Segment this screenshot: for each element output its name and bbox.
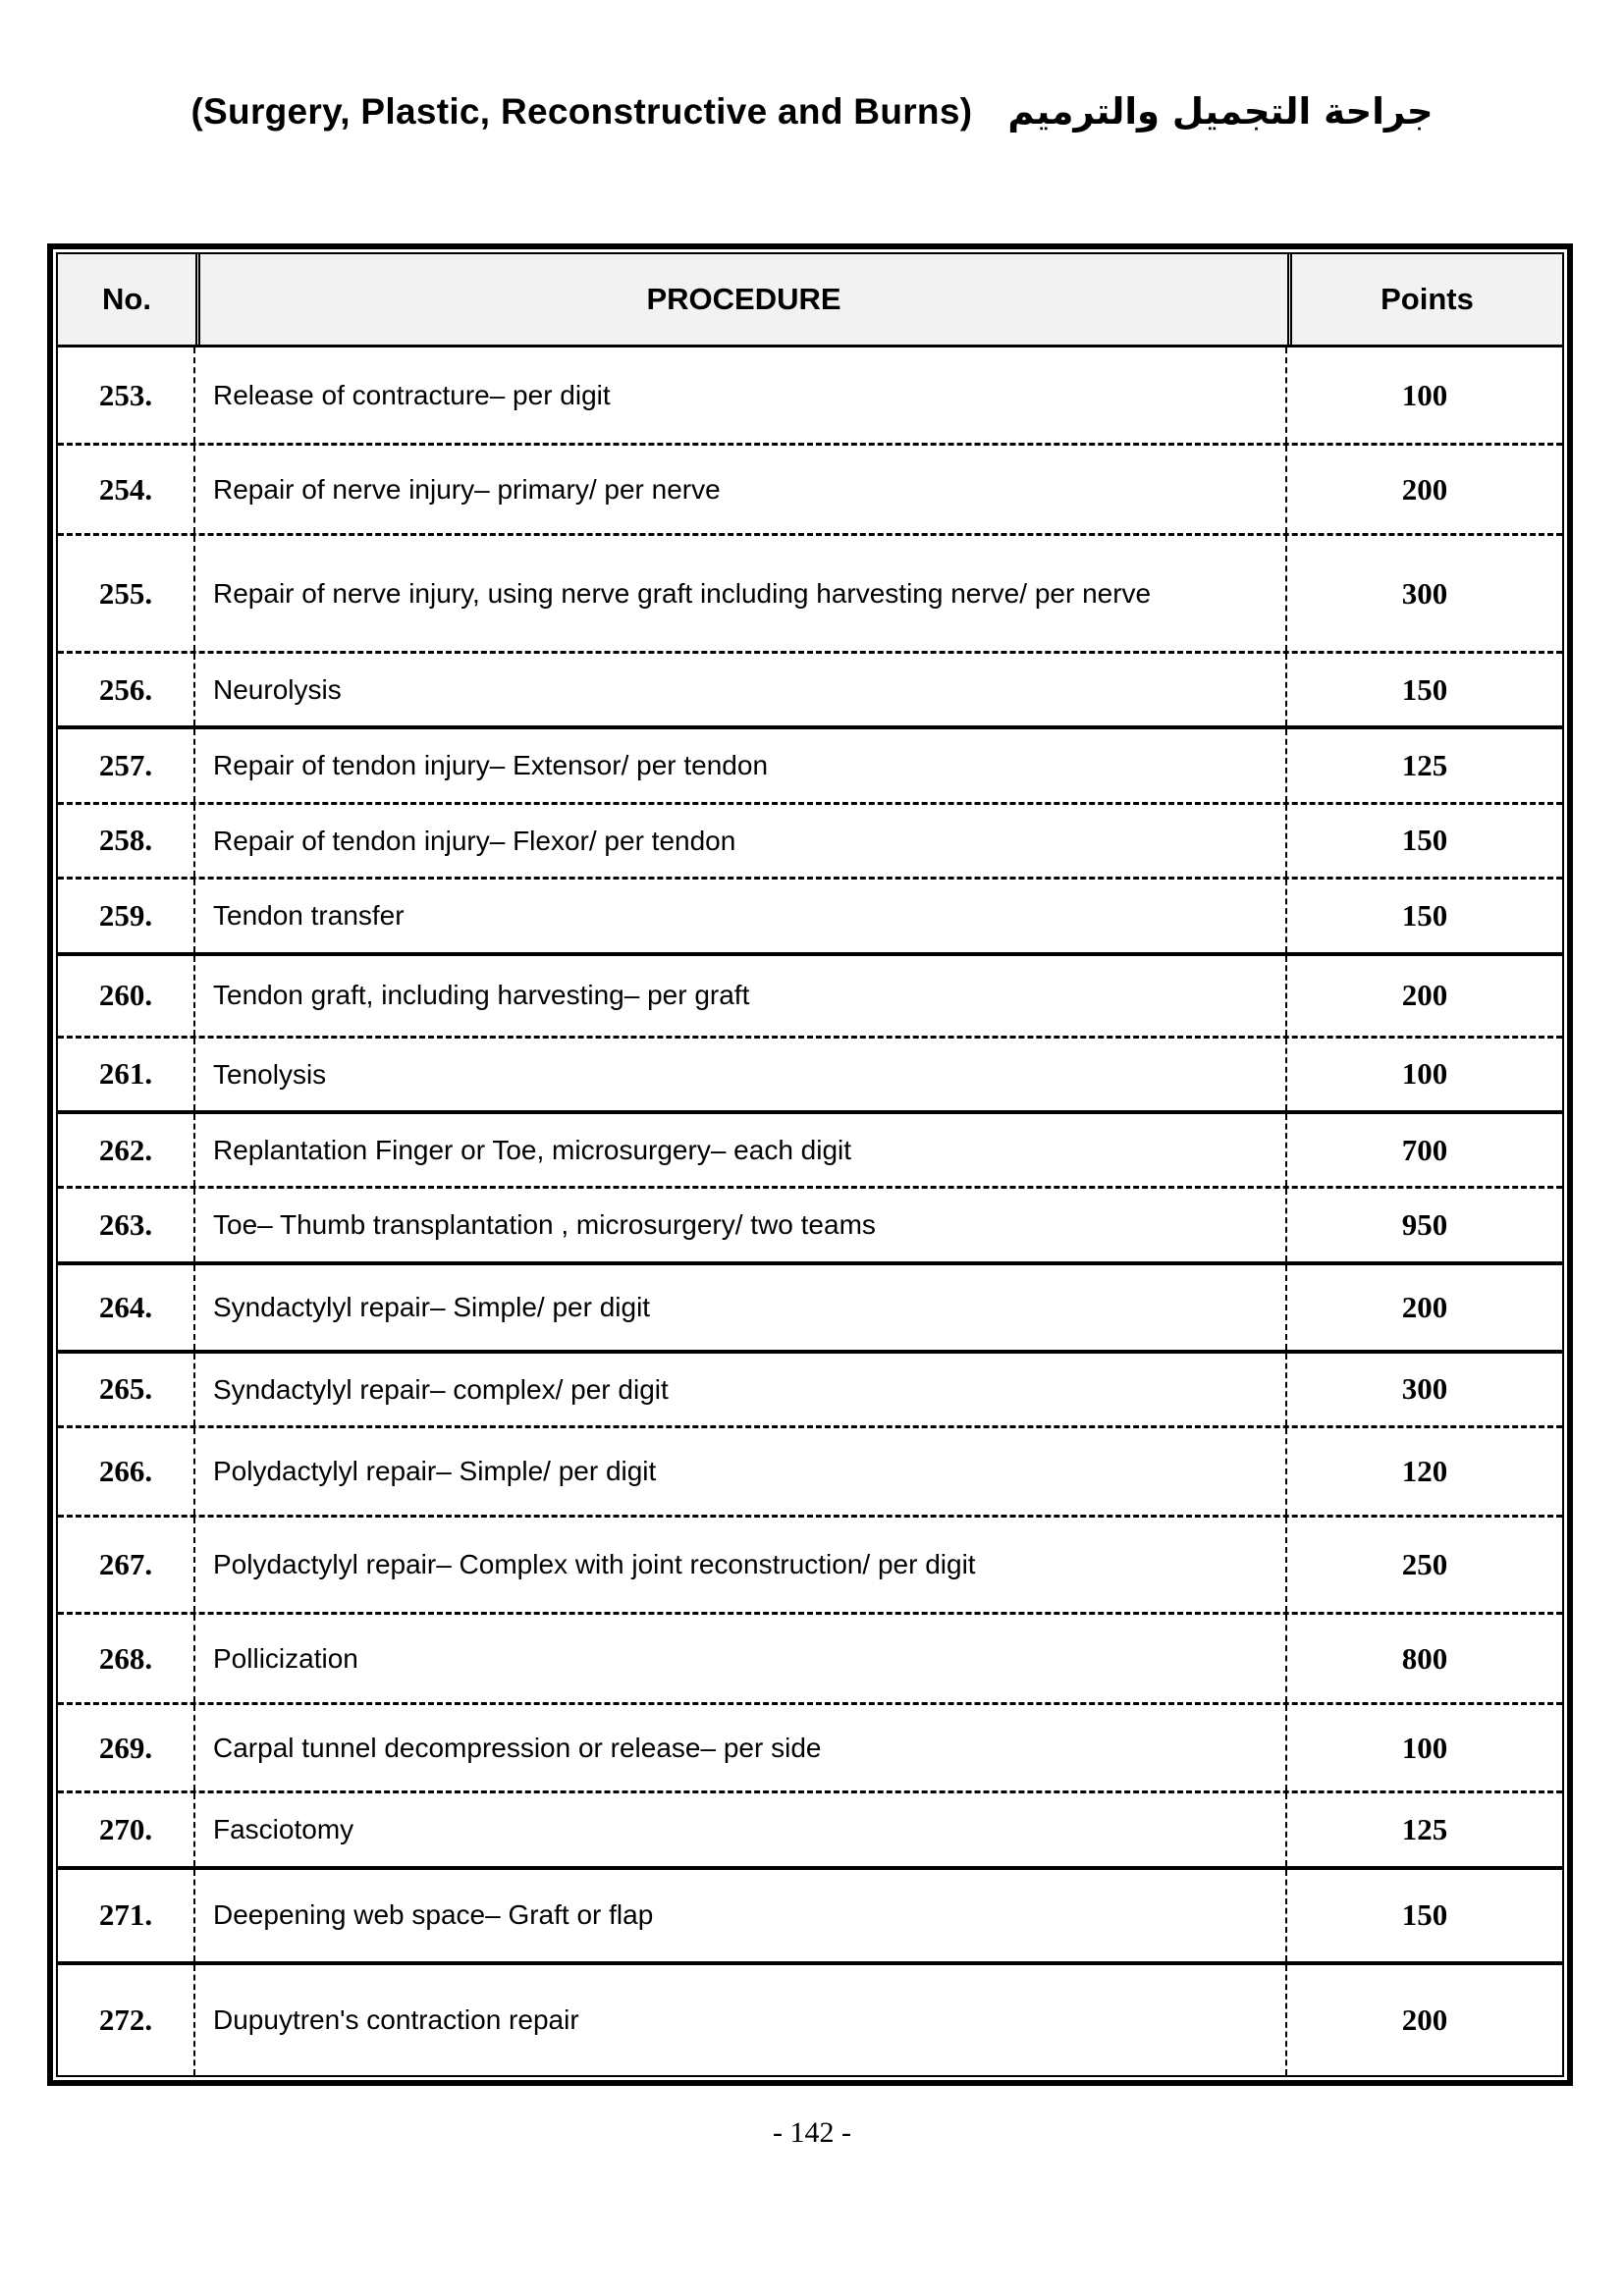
row-number: 271.: [58, 1870, 195, 1961]
row-procedure: Tendon graft, including harvesting– per graft: [195, 956, 1287, 1036]
row-procedure: Release of contracture– per digit: [195, 347, 1287, 443]
table-row: [58, 1866, 1562, 1961]
row-number: 259.: [58, 880, 195, 951]
row-number: 272.: [58, 1965, 195, 2075]
row-number: 263.: [58, 1189, 195, 1260]
table-row: [58, 1110, 1562, 1186]
row-points: 700: [1401, 1132, 1448, 1167]
row-number: 266.: [58, 1428, 195, 1515]
header-points: Points: [1287, 254, 1562, 345]
row-procedure: Repair of tendon injury– Extensor/ per tendon: [195, 729, 1287, 801]
row-points: 150: [1401, 1897, 1448, 1933]
row-number: 255.: [58, 536, 195, 651]
table-row: [58, 802, 1562, 877]
row-procedure: Syndactylyl repair– complex/ per digit: [195, 1354, 1287, 1425]
row-points: 800: [1401, 1640, 1448, 1676]
row-procedure: Tenolysis: [195, 1039, 1287, 1110]
table-row: [58, 347, 1562, 443]
table-row: [58, 533, 1562, 651]
row-procedure: Tendon transfer: [195, 880, 1287, 951]
table-body: [58, 347, 1562, 2075]
table-row: [58, 952, 1562, 1036]
row-points: 950: [1401, 1207, 1448, 1243]
page-title: [0, 90, 1624, 133]
row-procedure: Repair of tendon injury– Flexor/ per tendon: [195, 805, 1287, 877]
procedures-table-inner: [56, 252, 1564, 2077]
row-points: 100: [1401, 1056, 1448, 1092]
title-arabic: جراحة التجميل والترميم: [1007, 90, 1434, 133]
row-procedure: Deepening web space– Graft or flap: [195, 1870, 1287, 1961]
row-procedure: Repair of nerve injury– primary/ per nerve: [195, 446, 1287, 533]
row-procedure: Repair of nerve injury, using nerve graft including harvesting nerve/ per nerve: [195, 536, 1287, 651]
table-row: [58, 877, 1562, 951]
table-row: [58, 1425, 1562, 1515]
table-row: [58, 1350, 1562, 1425]
table-row: [58, 651, 1562, 725]
table-row: [58, 1702, 1562, 1790]
row-number: 257.: [58, 729, 195, 801]
table-row: [58, 443, 1562, 533]
row-points: 125: [1401, 1811, 1448, 1846]
row-procedure: Polydactylyl repair– Complex with joint reconstruction/ per digit: [195, 1518, 1287, 1612]
row-points: 200: [1401, 471, 1448, 507]
row-points: 300: [1401, 1371, 1448, 1407]
row-number: 265.: [58, 1354, 195, 1425]
header-no: No.: [102, 282, 151, 316]
row-procedure: Fasciotomy: [195, 1793, 1287, 1865]
table-row: [58, 1036, 1562, 1110]
title-english: (Surgery, Plastic, Reconstructive and Burns): [190, 91, 973, 132]
table-header-row: [58, 254, 1562, 347]
table-row: [58, 1961, 1562, 2075]
row-number: 264.: [58, 1265, 195, 1350]
row-procedure: Replantation Finger or Toe, microsurgery– each digit: [195, 1114, 1287, 1186]
row-points: 200: [1401, 2002, 1448, 2037]
row-points: 100: [1401, 377, 1448, 412]
table-row: [58, 1261, 1562, 1350]
row-procedure: Pollicization: [195, 1615, 1287, 1702]
table-row: [58, 1515, 1562, 1612]
row-number: 258.: [58, 805, 195, 877]
row-points: 120: [1401, 1454, 1448, 1489]
row-number: 254.: [58, 446, 195, 533]
row-number: 270.: [58, 1793, 195, 1865]
row-points: 125: [1401, 748, 1448, 783]
row-number: 269.: [58, 1705, 195, 1790]
row-points: 300: [1401, 575, 1448, 611]
row-procedure: Syndactylyl repair– Simple/ per digit: [195, 1265, 1287, 1350]
row-number: 268.: [58, 1615, 195, 1702]
row-points: 150: [1401, 671, 1448, 707]
row-number: 253.: [58, 347, 195, 443]
row-procedure: Dupuytren's contraction repair: [195, 1965, 1287, 2075]
row-points: 200: [1401, 1289, 1448, 1324]
row-number: 256.: [58, 654, 195, 725]
table-row: [58, 1612, 1562, 1702]
row-procedure: Carpal tunnel decompression or release– per side: [195, 1705, 1287, 1790]
row-number: 267.: [58, 1518, 195, 1612]
row-points: 250: [1401, 1547, 1448, 1582]
row-points: 150: [1401, 897, 1448, 933]
row-number: 260.: [58, 956, 195, 1036]
row-number: 261.: [58, 1039, 195, 1110]
procedures-table: [47, 243, 1573, 2086]
row-number: 262.: [58, 1114, 195, 1186]
table-row: [58, 1186, 1562, 1260]
row-procedure: Neurolysis: [195, 654, 1287, 725]
table-row: [58, 725, 1562, 801]
header-procedure: PROCEDURE: [195, 254, 1287, 345]
page-number: - 142 -: [773, 2116, 851, 2149]
table-row: [58, 1790, 1562, 1865]
row-procedure: Toe– Thumb transplantation , microsurgery/ two teams: [195, 1189, 1287, 1260]
row-procedure: Polydactylyl repair– Simple/ per digit: [195, 1428, 1287, 1515]
row-points: 150: [1401, 823, 1448, 858]
row-points: 100: [1401, 1730, 1448, 1765]
row-points: 200: [1401, 978, 1448, 1013]
